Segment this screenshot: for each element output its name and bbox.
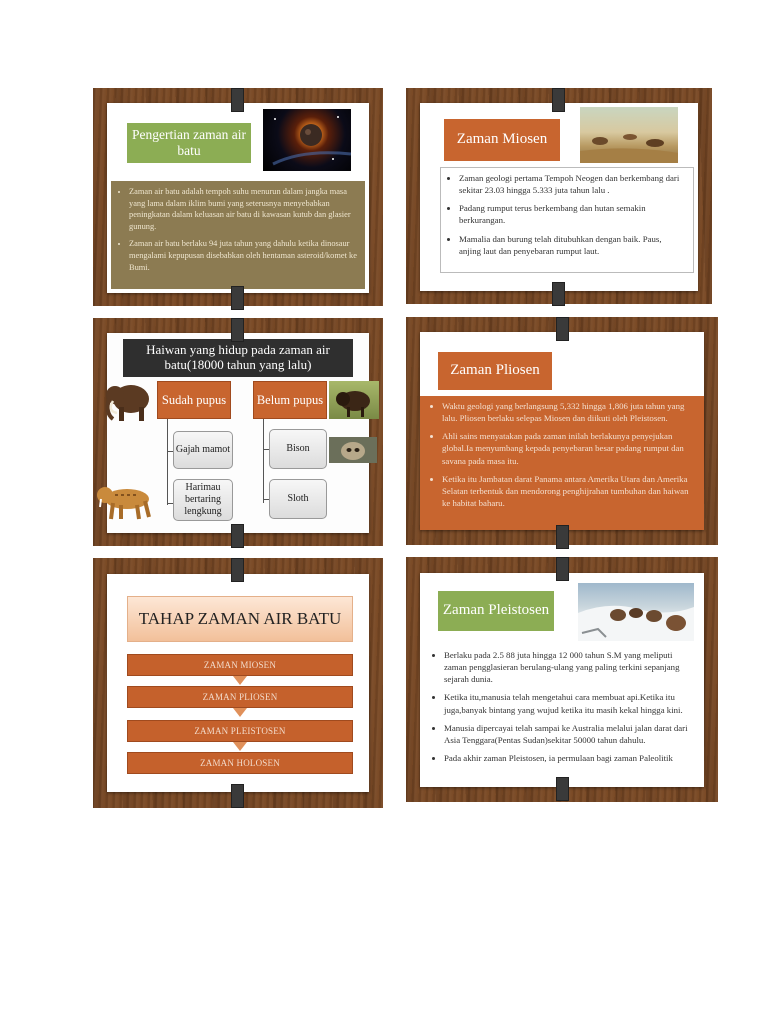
paper-clip-top [231, 558, 244, 582]
slide-body [420, 396, 704, 530]
slide-title: Zaman Pleistosen [438, 591, 554, 631]
slide-title: Zaman Pliosen [438, 352, 552, 390]
bullet-item: • Mamalia dan burung telah ditubuhkan dengan baik. Paus, anjing laut dan penyebaran rumput laut. [459, 233, 685, 257]
down-arrow-icon [233, 742, 247, 751]
bullet-item: • Zaman air batu adalah tempoh suhu menurun dalam jangka masa yang lama dalam iklim bumi yang seterusnya menyebabkan peningkatan dalam keluasan air batu di kawasan kutub dan glasier gunung. [129, 186, 357, 232]
bison-icon [329, 381, 379, 419]
slide-paper [420, 573, 704, 787]
slide-paper [107, 574, 369, 792]
paper-clip-bottom [231, 784, 244, 808]
connector-line [167, 419, 168, 505]
slide-paper [420, 103, 698, 291]
paper-clip-bottom [231, 286, 244, 310]
connector-line [263, 419, 264, 503]
mammoth-icon [101, 377, 153, 425]
bullet-item: • Pada akhir zaman Pleistosen, ia permulaan bagi zaman Paleolitik [444, 752, 694, 764]
paper-clip-top [556, 557, 569, 581]
asteroid-icon [263, 109, 351, 171]
sloth-icon [329, 437, 377, 463]
slide-paper [107, 333, 369, 533]
animal-gajah-mamot: Gajah mamot [173, 431, 233, 469]
asteroid-image [263, 109, 351, 171]
slide-tahap [93, 558, 383, 808]
slide-title: Haiwan yang hidup pada zaman air batu(18000 tahun yang lalu) [123, 339, 353, 377]
mammoth-herd-icon [578, 583, 694, 641]
bullet-item: • Manusia dipercayai telah sampai ke Australia melalui jalan darat dari Asia Tenggara(Pentas Sudan)sekitar 50000 tahun dahulu. [444, 722, 694, 746]
slide-title: TAHAP ZAMAN AIR BATU [127, 596, 353, 642]
slide-pengertian [93, 88, 383, 306]
slide-body [111, 181, 365, 289]
slide-title: Pengertian zaman air batu [127, 123, 251, 163]
animal-harimau: Harimau bertaring lengkung [173, 479, 233, 521]
slide-pliosen [406, 317, 718, 545]
down-arrow-icon [233, 676, 247, 685]
paper-clip-bottom [556, 525, 569, 549]
savanna-image [580, 107, 678, 163]
paper-clip-bottom [556, 777, 569, 801]
group-sudah-pupus: Sudah pupus [157, 381, 231, 419]
bison-image [329, 381, 379, 419]
animal-bison: Bison [269, 429, 327, 469]
slide-body [426, 647, 702, 785]
stage-pliosen: ZAMAN PLIOSEN [127, 686, 353, 708]
bullet-item: • Padang rumput terus berkembang dan hutan semakin berkurangan. [459, 202, 685, 226]
bullet-item: • Ketika itu,manusia telah mengetahui cara membuat api.Ketika itu juga,banyak bintang yang wujud ketika itu masih kekal hingga kini. [444, 691, 694, 715]
slide-haiwan [93, 318, 383, 546]
slide-body [440, 167, 694, 273]
slide-title: Zaman Miosen [444, 119, 560, 161]
sloth-image [329, 437, 377, 463]
stage-miosen: ZAMAN MIOSEN [127, 654, 353, 676]
paper-clip-top [552, 88, 565, 112]
bullet-item: • Ahli sains menyatakan pada zaman inilah berlakunya penyejukan global.Ia menyumbang kepada penyebaran besar padang rumput dan savana pada masa itu. [442, 430, 692, 466]
slide-paper [420, 332, 704, 530]
savanna-animals-icon [580, 107, 678, 163]
ice-age-landscape-image [578, 583, 694, 641]
paper-clip-top [556, 317, 569, 341]
paper-clip-top [231, 318, 244, 342]
slide-miosen [406, 88, 712, 304]
animal-sloth: Sloth [269, 479, 327, 519]
bullet-item: • Berlaku pada 2.5 88 juta hingga 12 000 tahun S.M yang meliputi zaman pengglasieran berulang-ulang yang paling terkini sepanjang sejarah dunia. [444, 649, 694, 685]
paper-clip-top [231, 88, 244, 112]
bullet-item: • Waktu geologi yang berlangsung 5,332 hingga 1,806 juta tahun yang lalu. Pliosen berlaku selepas Miosen dan diikuti oleh Pleistosen. [442, 400, 692, 424]
bullet-item: • Zaman air batu berlaku 94 juta tahun yang dahulu ketika dinosaur mengalami kepupusan disebabkan oleh hentaman asteroid/komet ke Bumi. [129, 238, 357, 273]
sabertooth-icon [93, 481, 159, 523]
bullet-item: • Zaman geologi pertama Tempoh Neogen dan berkembang dari sekitar 23.03 hingga 5.333 juta tahun lalu . [459, 172, 685, 196]
paper-clip-bottom [231, 524, 244, 548]
slide-paper [107, 103, 369, 293]
bullet-item: • Ketika itu Jambatan darat Panama antara Amerika Utara dan Amerika Selatan terbentuk dan mendorong penghijrahan tumbuhan dan haiwan ke habitat baharu. [442, 473, 692, 509]
stage-holosen: ZAMAN HOLOSEN [127, 752, 353, 774]
paper-clip-bottom [552, 282, 565, 306]
stage-pleistosen: ZAMAN PLEISTOSEN [127, 720, 353, 742]
group-belum-pupus: Belum pupus [253, 381, 327, 419]
slide-pleistosen [406, 557, 718, 802]
down-arrow-icon [233, 708, 247, 717]
